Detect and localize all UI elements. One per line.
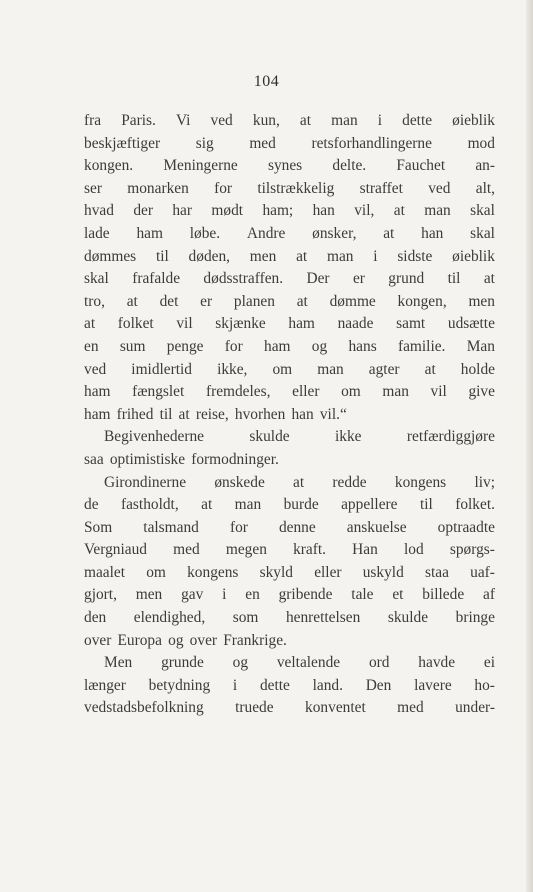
word: Som	[84, 518, 113, 536]
word: hans	[348, 337, 377, 355]
word: Den	[365, 676, 392, 694]
word: at	[393, 202, 405, 220]
word: Andre	[246, 224, 286, 242]
body-text	[84, 110, 495, 720]
word: om	[146, 563, 166, 581]
word: billede	[422, 586, 465, 604]
word: ord	[368, 654, 390, 672]
word: kongens	[394, 473, 447, 491]
word: give	[468, 383, 495, 401]
text-line	[84, 494, 495, 517]
word: med	[173, 541, 200, 559]
word: synes	[267, 157, 303, 175]
word: men	[249, 247, 277, 265]
word: gav	[181, 586, 204, 604]
word: fremdeles,	[205, 383, 271, 401]
word: Begivenhederne	[104, 428, 205, 446]
word: en	[245, 586, 260, 604]
word: monarken	[127, 179, 189, 197]
word: og	[232, 654, 249, 672]
word: de	[84, 496, 99, 514]
word: holde	[460, 360, 495, 378]
word: talsmand	[143, 518, 199, 536]
word: konventet	[305, 699, 366, 717]
word: at	[84, 315, 96, 333]
word: øieblik	[452, 247, 495, 265]
word: et	[392, 586, 404, 604]
word: saa	[84, 450, 104, 468]
word: anskuelse	[346, 518, 407, 536]
word: til	[155, 247, 169, 265]
word: med	[249, 134, 276, 152]
word: lod	[404, 541, 424, 559]
word: vil	[430, 383, 447, 401]
word: ham	[288, 315, 315, 333]
page-number: 104	[253, 73, 280, 90]
word: er	[352, 270, 365, 288]
word: ho-	[474, 676, 495, 694]
word: havde	[418, 654, 456, 672]
word: vedstadsbefolkning	[84, 699, 204, 717]
text-line	[84, 313, 495, 336]
word: staa	[424, 563, 449, 581]
word: tro,	[84, 292, 105, 310]
word: betydning	[148, 676, 211, 694]
word: optraadte	[437, 518, 495, 536]
text-line	[84, 268, 495, 291]
word: dødsstraffen.	[203, 270, 284, 288]
word: med	[397, 699, 424, 717]
word: at	[126, 292, 138, 310]
word: grund	[388, 270, 425, 288]
word: dette	[259, 676, 290, 694]
word: burde	[283, 496, 319, 514]
word: hvorhen	[234, 405, 286, 423]
word: om	[341, 383, 361, 401]
word: Europa	[117, 631, 162, 649]
text-line	[84, 539, 495, 562]
word: men	[135, 586, 163, 604]
text-line	[84, 607, 495, 630]
word: Paris.	[121, 112, 156, 129]
word: vil	[176, 315, 193, 333]
paragraph	[84, 652, 495, 720]
text-line	[84, 449, 495, 472]
word: Fauchet	[396, 157, 446, 175]
word: Der	[306, 270, 330, 288]
word: sum	[119, 337, 146, 355]
word: ikke,	[217, 360, 248, 378]
word: ikke	[335, 428, 362, 446]
word: truede	[235, 699, 274, 717]
word: frafalde	[132, 270, 181, 288]
word: længer	[84, 676, 126, 694]
word: penge	[166, 337, 204, 355]
text-line	[84, 472, 495, 495]
word: dømmes	[84, 247, 137, 265]
word: fra	[84, 112, 102, 129]
word: døden,	[188, 247, 231, 265]
word: at	[293, 473, 305, 491]
word: agter	[368, 360, 400, 378]
word: udsætte	[447, 315, 495, 333]
word: det	[159, 292, 179, 310]
word: han	[312, 202, 335, 220]
word: lade	[84, 224, 110, 242]
text-line	[84, 359, 495, 382]
word: at	[296, 247, 308, 265]
word: frihed	[116, 405, 154, 423]
word: man	[326, 247, 354, 265]
word: til	[447, 270, 461, 288]
word: familie.	[397, 337, 446, 355]
word: folket.	[455, 496, 495, 514]
word: han	[421, 224, 444, 242]
word: som	[232, 609, 259, 627]
text-line	[84, 630, 495, 653]
text-line	[84, 675, 495, 698]
word: har	[172, 202, 193, 220]
word: tale	[351, 586, 374, 604]
word: straffet	[359, 179, 403, 197]
word: ønskede	[214, 473, 265, 491]
word: redde	[332, 473, 367, 491]
word: at	[383, 224, 395, 242]
word: reise,	[195, 405, 229, 423]
word: Man	[466, 337, 495, 355]
word: at	[201, 496, 213, 514]
word: liv;	[474, 473, 495, 491]
word: megen	[225, 541, 267, 559]
word: sidste	[397, 247, 433, 265]
word: for	[224, 337, 243, 355]
word: mod	[467, 134, 495, 152]
word: elendighed,	[133, 609, 206, 627]
word: spørgs-	[449, 541, 495, 559]
word: løbe.	[189, 224, 221, 242]
word: an-	[475, 157, 495, 175]
word: folket	[117, 315, 154, 333]
word: skjænke	[215, 315, 266, 333]
text-line	[84, 110, 495, 133]
word: at	[424, 360, 436, 378]
word: uskyld	[362, 563, 404, 581]
word: grunde	[161, 654, 204, 672]
word: kongens	[187, 563, 239, 581]
word: kongen.	[84, 157, 134, 175]
word: om	[272, 360, 293, 378]
word: til	[419, 496, 433, 514]
word: ved	[210, 112, 233, 129]
word: man	[331, 112, 358, 129]
paragraph	[84, 110, 495, 426]
word: maalet	[84, 563, 126, 581]
word: gribende	[278, 586, 333, 604]
word: samt	[396, 315, 426, 333]
word: og	[168, 631, 184, 649]
word: henrettelsen	[285, 609, 361, 627]
word: skulde	[249, 428, 290, 446]
word: Vi	[175, 112, 191, 129]
word: en	[84, 337, 99, 355]
word: Girondinerne	[104, 473, 187, 491]
word: man	[382, 383, 409, 401]
word: over	[189, 631, 218, 649]
word: ved	[84, 360, 107, 378]
word: naade	[337, 315, 374, 333]
word: i	[232, 676, 238, 694]
word: ham	[136, 224, 163, 242]
text-line	[84, 381, 495, 404]
word: mødt	[211, 202, 244, 220]
word: kun,	[252, 112, 280, 129]
word: man	[317, 360, 344, 378]
word: Vergniaud	[84, 541, 147, 559]
word: ham	[84, 383, 111, 401]
word: fastholdt,	[120, 496, 179, 514]
text-line	[84, 291, 495, 314]
text-line	[84, 155, 495, 178]
word: hvad	[84, 202, 114, 220]
word: skulde	[387, 609, 429, 627]
word: imidlertid	[131, 360, 192, 378]
word: Men	[104, 654, 133, 672]
word: Meningerne	[163, 157, 238, 175]
word: man	[234, 496, 262, 514]
word: delte.	[332, 157, 367, 175]
text-line	[84, 404, 495, 427]
word: af	[483, 586, 495, 604]
word: uaf-	[470, 563, 495, 581]
word: skal	[470, 224, 495, 242]
word: i	[222, 586, 227, 604]
word: der	[133, 202, 153, 220]
text-line	[84, 336, 495, 359]
text-line	[84, 652, 495, 675]
word: fængslet	[132, 383, 185, 401]
word: for	[214, 179, 233, 197]
text-line	[84, 426, 495, 449]
text-line	[84, 246, 495, 269]
word: retfærdiggjøre	[406, 428, 495, 446]
word: eller	[292, 383, 320, 401]
word: men	[468, 292, 495, 310]
word: ser	[84, 179, 102, 197]
word: skal	[84, 270, 109, 288]
word: han	[291, 405, 314, 423]
word: veltalende	[276, 654, 341, 672]
word: ønsker,	[312, 224, 357, 242]
word: ham;	[262, 202, 294, 220]
word: ham	[84, 405, 111, 423]
word: lavere	[414, 676, 452, 694]
word: appellere	[341, 496, 398, 514]
word: at	[299, 112, 312, 129]
word: at	[178, 405, 190, 423]
word: sig	[195, 134, 214, 152]
word: alt,	[475, 179, 495, 197]
text-line	[84, 200, 495, 223]
word: kraft.	[293, 541, 326, 559]
word: i	[373, 247, 378, 265]
paragraph	[84, 472, 495, 653]
word: kongen,	[397, 292, 447, 310]
text-line	[84, 133, 495, 156]
word: for	[229, 518, 248, 536]
word: beskjæftiger	[84, 134, 161, 152]
word: i	[377, 112, 383, 129]
word: at	[296, 292, 308, 310]
page-edge	[526, 0, 533, 892]
word: skal	[470, 202, 495, 220]
word: formodninger.	[191, 450, 279, 468]
word: ham	[264, 337, 291, 355]
word: eller	[314, 563, 342, 581]
word: denne	[278, 518, 316, 536]
word: vil,	[354, 202, 375, 220]
paragraph	[84, 426, 495, 471]
word: Frankrige.	[223, 631, 287, 649]
word: land.	[312, 676, 343, 694]
word: man	[424, 202, 451, 220]
word: den	[84, 609, 107, 627]
word: planen	[233, 292, 275, 310]
word: ved	[428, 179, 451, 197]
text-line	[84, 584, 495, 607]
word: at	[483, 270, 495, 288]
word: Han	[352, 541, 378, 559]
text-line	[84, 562, 495, 585]
word: ei	[483, 654, 495, 672]
word: skyld	[259, 563, 293, 581]
word: øieblik	[452, 112, 495, 129]
word: over	[84, 631, 112, 649]
word: optimistiske	[109, 450, 186, 468]
word: tilstrækkelig	[257, 179, 335, 197]
text-line	[84, 517, 495, 540]
text-line	[84, 697, 495, 720]
word: er	[200, 292, 213, 310]
text-line	[84, 178, 495, 201]
word: til	[159, 405, 173, 423]
word: og	[311, 337, 328, 355]
word: dømme	[329, 292, 376, 310]
word: vil.“	[319, 405, 347, 423]
word: dette	[402, 112, 433, 129]
text-line	[84, 223, 495, 246]
word: under-	[455, 699, 495, 717]
word: gjort,	[84, 586, 117, 604]
word: retsforhandlingerne	[311, 134, 432, 152]
word: bringe	[455, 609, 495, 627]
